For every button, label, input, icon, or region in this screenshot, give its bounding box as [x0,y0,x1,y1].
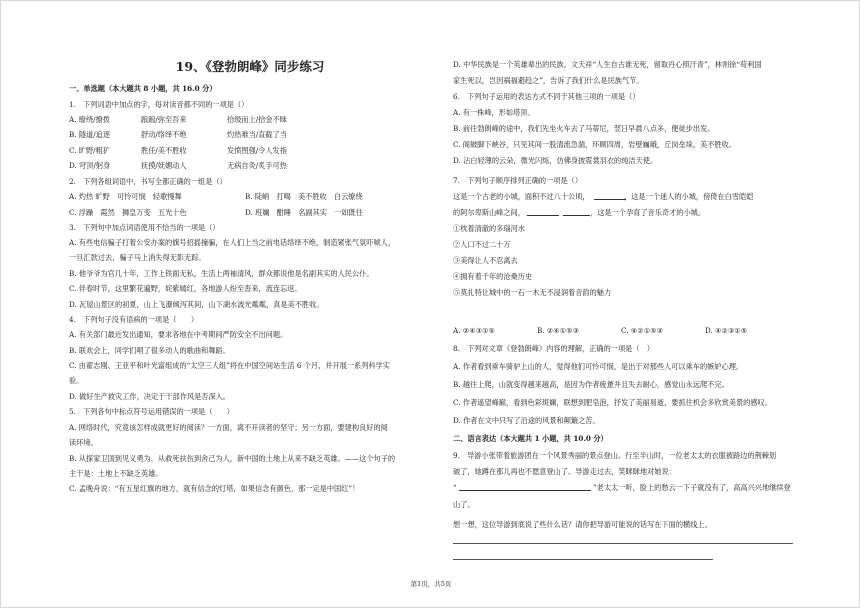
text-segment: B. 前往勃朗峰的途中，我们先坐火车去了马蒂尼，翌日早晨八点多，便徒步出发。 [453,124,715,133]
text-segment: B. 联欢会上，同学们唱了很多动人的歌曲和舞蹈。 [69,346,230,355]
text-segment: D. 中华民族是一个英雄辈出的民族。文天祥“人生自古谁无死，留取丹心照汗青”，林则徐“苟利国 [453,60,762,69]
text-segment: 发愤图强/令人发指 [227,146,287,155]
text-segment: 7. 下列句子顺序排列正确的一项是（） [453,176,583,185]
text-segment: ⑤莫扎特让城中的一石一木无不浸润着音韵的魅力 [453,288,612,297]
text-segment: C. 由翟志刚、王亚平和叶光富组成的“太空三人组”将在中国空间站生活 6 个月，并开展一系列科学实 [69,361,390,370]
text-segment: 灼热难当/直截了当 [227,130,287,139]
text-segment: A. 作者看到乘车骑驴上山的人，觉得他们可怜可悯，是出于对那些人可以乘车的嫉妒心理。 [453,362,744,371]
text-segment: B. 越往上爬，山就变得越来越高，是因为作者疲惫并且失去耐心，感觉山永远爬不完。 [453,380,729,389]
text-segment: D. 沾白轻薄的云朵，微光闪烁，仿佛身披霓裳羽衣的纯洁天使。 [453,156,658,165]
text-segment: 6. 下列句子运用的表达方式不同于其他三项的一项是（） [453,92,640,101]
text-segment: D. 作者在文中只写了沿途的风景和颠簸之苦。 [453,416,600,425]
text-segment: ”老太太一听，脸上的愁云一下子就没有了，高高兴兴地继续登 [593,483,791,492]
text-segment: C. 浮躁 霞然 狮皇万变 五光十色 [69,208,187,217]
text-segment: 验。 [69,376,84,385]
page-title: 19、《登勃朗峰》同步练习 [175,59,325,74]
answer-line[interactable] [453,543,793,544]
text-segment: A. 有一株峰，形如塔顶。 [453,108,535,117]
text-segment: 8. 下列对文章《登勃朗峰》内容的理解，正确的一项是（ ） [453,344,654,353]
text-segment: D. ④②③①⑤ [705,326,748,335]
text-segment: C. 阁皴脚下峡谷，只见其间一股清流急湍，环顾四周，岩壁巍峨，丘岗垒垛，美不胜收。 [453,140,736,149]
text-segment: A. ②④③①⑤ [453,326,495,335]
text-segment: D. 做好生产救灾工作，决定于干部作风是否深入。 [69,392,231,401]
text-segment: ③美得让人不忍离去 [453,256,518,265]
text-segment: A. 缭绕/撩拨 [69,115,110,124]
text-segment: D. 穹顶/躬身 [69,161,111,170]
text-segment: 山了。 [453,500,475,509]
text-segment: 家生死以，岂因祸福避趋之”，告诉了我们什么是民族气节。 [453,76,644,85]
text-segment: C. 孟晚舟说：“有五星红旗的地方，就有信念的灯塔，如果信念有颜色，那一定是中国红”！ [69,484,360,493]
text-segment: C. 旷野/粗犷 [69,146,110,155]
answer-blank[interactable] [594,192,626,200]
text-segment: C. ④②①⑤③ [621,326,664,335]
answer-blank[interactable] [459,483,591,491]
text-segment: ④拥有着千年的沧桑历史 [453,272,533,281]
text-segment: 想一想，这位导游到底说了些什么话？请你把导游可能说的话写在下面的横线上。 [453,520,712,529]
text-segment: B. ②④①⑤③ [537,326,580,335]
answer-blank[interactable] [527,208,559,216]
text-segment: ①枕着清澈的多瑙河水 [453,224,525,233]
text-segment: 踉踉/弥至吾来 [141,115,187,124]
text-segment: C. 伴春时节，这里繁花遍野，姹紫嫣红，各地游人纷至沓来，流连忘返。 [69,284,302,293]
text-segment: A. 灼热 旷野 可怜可悯 轻歌慢舞 [69,192,182,201]
text-segment: 无病自灸/炙手可热 [227,161,287,170]
text-segment: B. 他爷爷为官几十年，工作上铁面无私，生活上两袖清风，群众都说他是名副其实的人民公仆。 [69,269,374,278]
text-segment: 3. 下列句中加点词语使用不恰当的一项是（） [69,223,220,232]
text-segment: 的阿尔卑斯山峰之间， [453,208,525,217]
text-segment: 舒动/络绎不绝 [141,130,187,139]
text-segment: 4. 下列句子没有语病的一项是（ ） [69,315,199,324]
page-footer: 第1页，共5页 [410,580,452,588]
text-segment: 5. 下列各句中标点符号运用错误的一项是（ ） [69,407,234,416]
text-segment: 拾级而上/拾金不昧 [227,115,287,124]
text-segment: A. 网络时代，究竟该怎样成就更好的阅读？一方面，离不开读者的坚守；另一方面，要建构良好的阅 [69,423,388,432]
answer-blank[interactable] [563,208,590,216]
text-segment: 破了，她蹲在那儿再也不愿意登山了。导游走过去，笑眯眯地对她说： [453,467,676,476]
text-segment: 主干是：土地上不缺乏英雄。 [69,469,163,478]
text-segment: C. 作者遥望峰巅，看到色彩斑斓，联想到肥皂泡，抒发了美丽易逝，要抓住机会多欣赏美景的感叹。 [453,398,772,407]
text-segment: D. 瓦屋山景区的初夏，山上飞瀑倾泻其间，山下湖水波光粼粼，真是美不胜收。 [69,300,324,309]
text-segment: 9. 导游小张带着旅游团在一个风景秀丽的景点登山。行至半山时，一位老太太的衣服被路边的荆棘划 [453,451,777,460]
text-segment: 抚摸/妩媚动人 [141,161,187,170]
answer-line[interactable] [453,559,713,560]
text-segment: ②人口不过二十万 [453,240,511,249]
text-segment: A. 有关部门最近发出通知，要求各地在中考期间严防安全不出问题。 [69,330,288,339]
text-segment: A. 有些电信骗子打着公安办案的旗号招摇撞骗，在人们上当之前电话络绎不绝，制造紧张气氛吓唬人， [69,238,396,247]
text-segment: 二、语言表达（本大题共 1 小题，共 10.0 分） [453,434,608,443]
text-segment: 这是一个古老的小城，面积不过八十公顷， [453,192,590,201]
text-segment: 胜任/美不胜收 [141,146,187,155]
text-segment: 1. 下列词语中加点的字，每对读音都不同的一项是（） [69,100,249,109]
text-segment: 读环境。 [69,438,98,447]
text-segment: D. 班斓 酣睡 名副其实 一如既往 [245,208,363,217]
text-segment: B. 隧道/追逐 [69,130,111,139]
text-segment: ，这是一个迷人的小城，傍倚在白雪皑皑 [624,192,754,201]
text-segment: “ [453,483,457,492]
text-segment: B. 陡峭 打喝 美不胜收 白云缭绕 [245,192,363,201]
text-segment: 一、单选题（本大题共 8 小题，共 16.0 分） [69,84,217,93]
text-segment: 一旦汇款过去，骗子马上消失得无影无踪。 [69,253,206,262]
text-segment: 2. 下列各组词语中，书写全都正确的一组是（） [69,177,227,186]
text-segment: B. 从探家卫国到见义勇为，从救死扶伤到舍己为人，新中国的土地上从来不缺乏英雄。——这个句子的 [69,454,396,463]
text-segment: ，这是一个孕育了音乐奇才的小城。 [590,208,706,217]
